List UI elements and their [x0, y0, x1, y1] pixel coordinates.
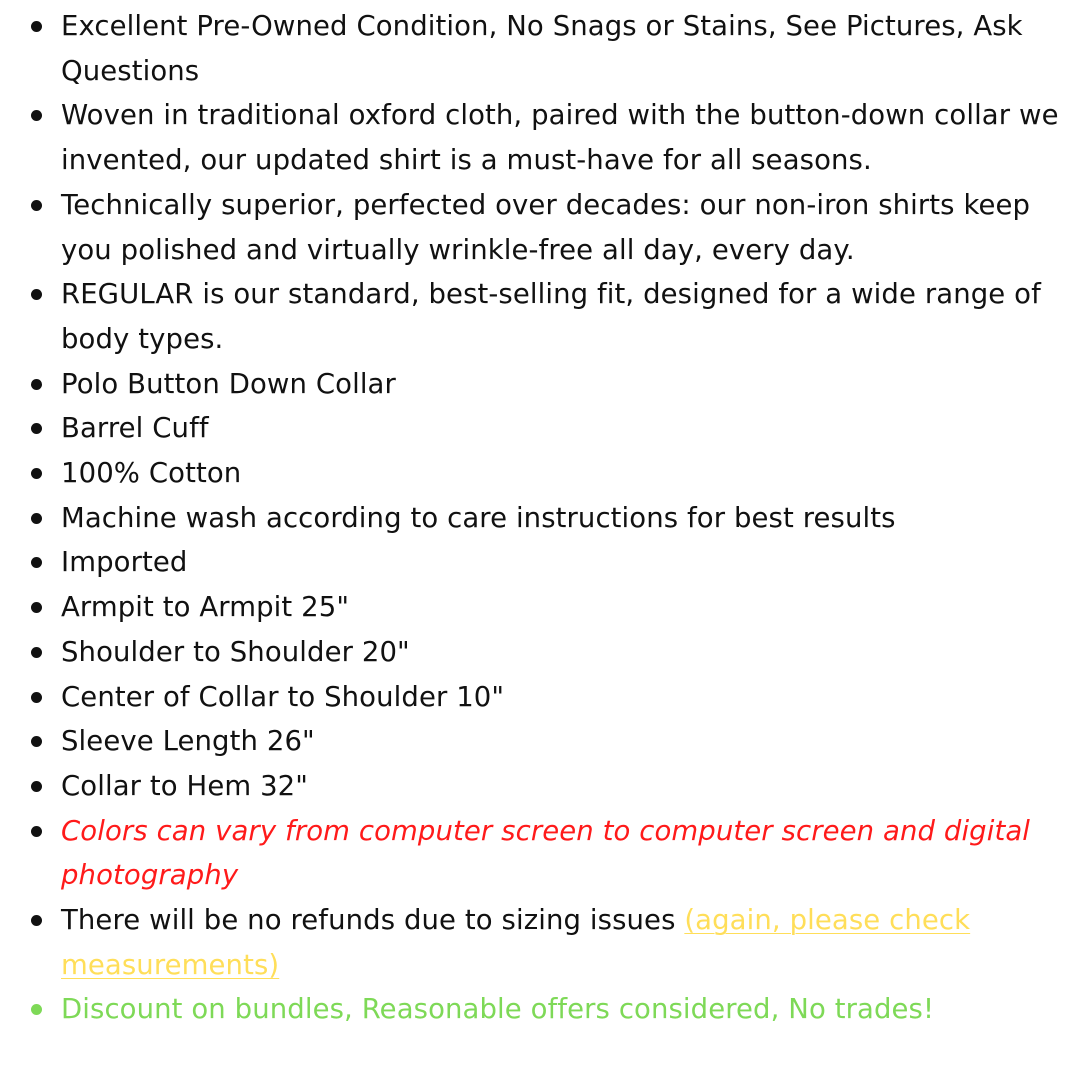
item-details-list [0, 4, 1080, 1032]
check-measurements-link[interactable]: (again, please check measurements) [61, 904, 971, 981]
list-item [0, 4, 1080, 93]
list-item [0, 451, 1080, 496]
list-item [0, 764, 1080, 809]
bullet-icon [31, 110, 42, 121]
bullet-icon [31, 1004, 42, 1015]
bullet-icon [31, 289, 42, 300]
list-item [0, 540, 1080, 585]
list-item [0, 630, 1080, 675]
care-text: Machine wash according to care instructions for best results [61, 501, 896, 534]
list-item [0, 496, 1080, 541]
refund-policy-text: There will be no refunds due to sizing issues [61, 904, 685, 937]
bullet-icon [31, 21, 42, 32]
bullet-icon [31, 915, 42, 926]
armpit-measurement-text: Armpit to Armpit 25" [61, 591, 350, 624]
list-item [0, 898, 1080, 987]
collar-text: Polo Button Down Collar [61, 367, 396, 400]
bullet-icon [31, 468, 42, 479]
list-item [0, 809, 1080, 898]
bullet-icon [31, 557, 42, 568]
list-item [0, 362, 1080, 407]
length-measurement-text: Collar to Hem 32" [61, 769, 309, 802]
list-item [0, 719, 1080, 764]
list-item [0, 406, 1080, 451]
bullet-icon [31, 513, 42, 524]
origin-text: Imported [61, 546, 188, 579]
bullet-icon [31, 781, 42, 792]
bullet-icon [31, 200, 42, 211]
cuff-text: Barrel Cuff [61, 412, 209, 445]
bullet-icon [31, 736, 42, 747]
shoulder-measurement-text: Shoulder to Shoulder 20" [61, 635, 410, 668]
bullet-icon [31, 647, 42, 658]
bullet-icon [31, 826, 42, 837]
fabric-description-text: Woven in traditional oxford cloth, paired with the button-down collar we invented, our updated shirt is a must-have for all seasons. [61, 99, 1059, 177]
list-item [0, 585, 1080, 630]
list-item [0, 93, 1080, 182]
bullet-icon [31, 692, 42, 703]
bullet-icon [31, 379, 42, 390]
condition-text: Excellent Pre-Owned Condition, No Snags or Stains, See Pictures, Ask Questions [61, 10, 1023, 87]
list-item [0, 272, 1080, 361]
list-item [0, 987, 1080, 1032]
list-item [0, 183, 1080, 272]
bullet-icon [31, 602, 42, 613]
bullet-icon [31, 423, 42, 434]
list-item [0, 675, 1080, 720]
offers-text: Discount on bundles, Reasonable offers considered, No trades! [61, 993, 935, 1026]
collar-shoulder-measurement-text: Center of Collar to Shoulder 10" [61, 680, 505, 713]
color-disclaimer-text: Colors can vary from computer screen to computer screen and digital photography [61, 814, 1031, 892]
sleeve-measurement-text: Sleeve Length 26" [61, 725, 315, 758]
non-iron-description-text: Technically superior, perfected over decades: our non-iron shirts keep you polished and virtually wrinkle-free all day, every day. [61, 188, 1031, 266]
fit-description-text: REGULAR is our standard, best-selling fit, designed for a wide range of body types. [61, 278, 1041, 355]
material-text: 100% Cotton [61, 457, 242, 490]
